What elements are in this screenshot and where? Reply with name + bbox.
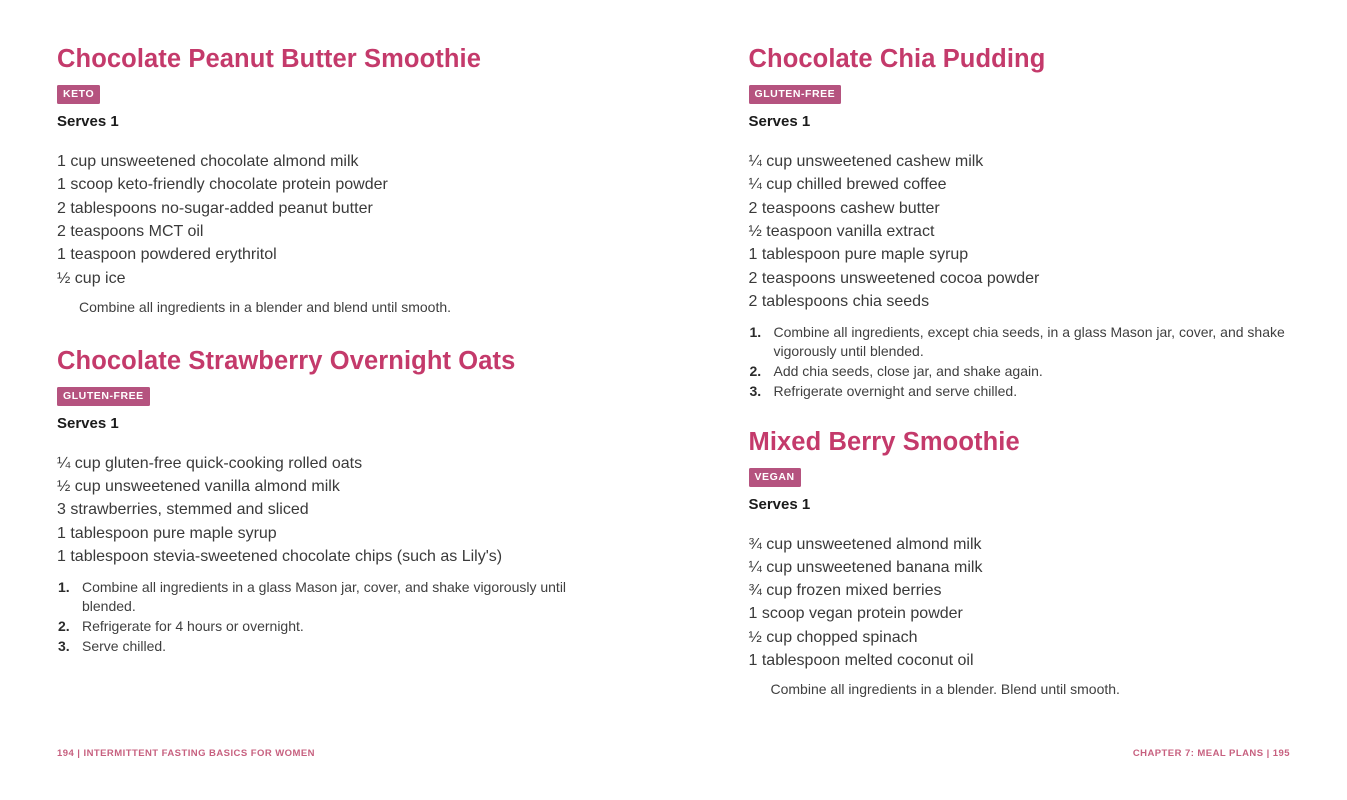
ingredient-item: ¼ cup unsweetened banana milk [748, 558, 983, 576]
instruction-step: Serve chilled. [82, 638, 167, 655]
recipe-chocolate-strawberry-overnight-oats [57, 347, 614, 656]
serves-label: Serves 1 [57, 113, 119, 131]
ingredient-list [749, 533, 1288, 673]
ingredient-item: 1 teaspoon powdered erythritol [57, 246, 277, 264]
diet-badge: GLUTEN-FREE [57, 387, 150, 406]
ingredient-item: 2 teaspoons unsweetened cocoa powder [748, 269, 1040, 287]
recipe-list-left [57, 45, 614, 656]
ingredient-item: ½ cup unsweetened vanilla almond milk [57, 478, 340, 496]
recipe-list-right [749, 45, 1288, 699]
ingredient-item: ¾ cup unsweetened almond milk [748, 535, 982, 553]
serves-label: Serves 1 [748, 113, 811, 131]
instruction-step: Refrigerate overnight and serve chilled. [773, 382, 1018, 399]
ingredient-list [749, 150, 1288, 313]
serves-label: Serves 1 [748, 495, 811, 513]
recipe-chocolate-chia-pudding [749, 45, 1288, 401]
instruction-list [57, 578, 602, 655]
ingredient-item: ½ cup chopped spinach [748, 628, 918, 646]
ingredient-item: ½ teaspoon vanilla extract [748, 222, 935, 240]
page-right [674, 0, 1347, 800]
ingredient-item: 3 strawberries, stemmed and sliced [57, 501, 309, 519]
ingredient-item: 1 tablespoon pure maple syrup [57, 524, 277, 542]
ingredient-item: 1 tablespoon melted coconut oil [748, 652, 974, 670]
recipe-title: Chocolate Peanut Butter Smoothie [57, 45, 481, 73]
ingredient-item: 2 teaspoons MCT oil [57, 222, 204, 240]
instruction-text: Combine all ingredients in a blender. Blend until smooth. [770, 681, 1120, 698]
diet-badge: VEGAN [749, 468, 801, 487]
ingredient-item: ¼ cup chilled brewed coffee [748, 176, 947, 194]
ingredient-item: 2 tablespoons no-sugar-added peanut butter [57, 199, 373, 217]
ingredient-list [57, 452, 614, 568]
recipe-chocolate-peanut-butter-smoothie [57, 45, 614, 317]
diet-badge: KETO [57, 85, 100, 104]
ingredient-item: ¼ cup gluten-free quick-cooking rolled oats [57, 454, 363, 472]
instruction-step: Combine all ingredients, except chia seeds, in a glass Mason jar, cover, and shake vigorously until blended. [773, 324, 1285, 359]
instruction-step: Refrigerate for 4 hours or overnight. [82, 618, 304, 635]
ingredient-item: 1 tablespoon pure maple syrup [748, 246, 969, 264]
ingredient-item: 1 scoop vegan protein powder [748, 605, 963, 623]
page-footer-right: CHAPTER 7: MEAL PLANS | 195 [1132, 748, 1290, 759]
instruction-step: Add chia seeds, close jar, and shake again. [773, 362, 1043, 379]
instruction-text: Combine all ingredients in a blender and blend until smooth. [79, 298, 452, 315]
ingredient-item: 1 scoop keto-friendly chocolate protein powder [57, 176, 388, 194]
instruction-list [749, 323, 1288, 400]
diet-badge: GLUTEN-FREE [749, 85, 842, 104]
page-footer-left: 194 | INTERMITTENT FASTING BASICS FOR WOMEN [57, 748, 315, 759]
ingredient-item: 1 cup unsweetened chocolate almond milk [57, 153, 359, 171]
ingredient-item: ¼ cup unsweetened cashew milk [748, 153, 984, 171]
ingredient-item: ½ cup ice [57, 269, 126, 287]
ingredient-list [57, 150, 614, 290]
serves-label: Serves 1 [57, 414, 119, 432]
instruction-step: Combine all ingredients in a glass Mason jar, cover, and shake vigorously until blended. [82, 579, 567, 614]
recipe-title: Chocolate Chia Pudding [748, 45, 1046, 73]
recipe-title: Mixed Berry Smoothie [748, 427, 1020, 456]
ingredient-item: ¾ cup frozen mixed berries [748, 582, 942, 600]
ingredient-item: 2 tablespoons chia seeds [748, 292, 930, 310]
recipe-mixed-berry-smoothie [749, 428, 1288, 700]
ingredient-item: 1 tablespoon stevia-sweetened chocolate chips (such as Lily's) [57, 548, 503, 566]
recipe-title: Chocolate Strawberry Overnight Oats [57, 346, 516, 375]
ingredient-item: 2 teaspoons cashew butter [748, 199, 940, 217]
